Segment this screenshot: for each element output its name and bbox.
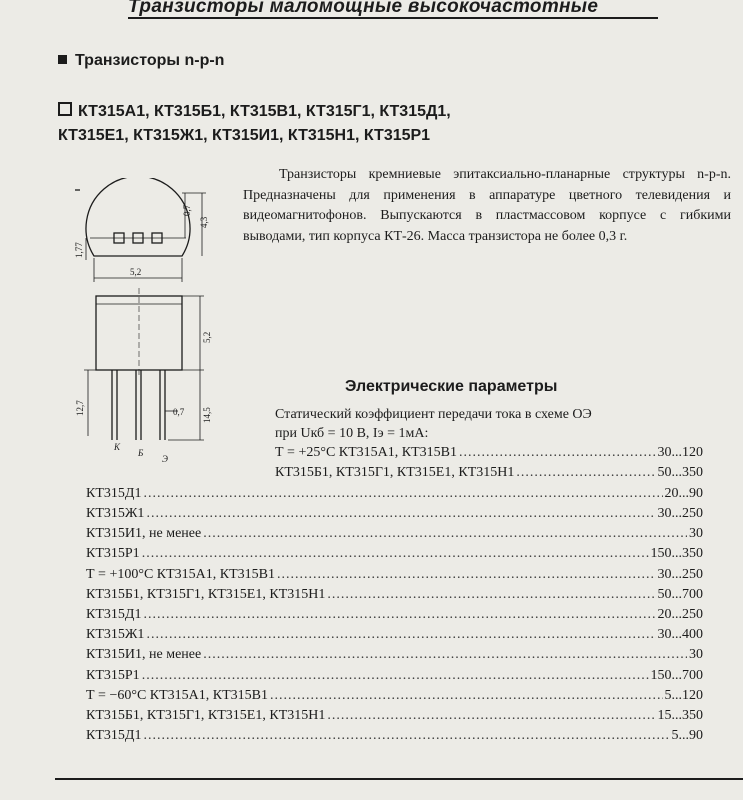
param-value: 15...350 (657, 708, 703, 723)
dim-label-4-3: 4,3 (199, 216, 209, 228)
square-bullet-icon (58, 55, 67, 64)
param-value: 50...350 (657, 465, 703, 480)
leader-dots (270, 686, 662, 705)
param-label: КТ315Д1 (86, 486, 142, 501)
param-value: 30 (689, 647, 703, 662)
param-row (86, 484, 703, 503)
param-value: 30...120 (657, 445, 703, 460)
leader-dots (142, 544, 649, 563)
param-row (86, 645, 703, 664)
leader-dots (143, 484, 662, 503)
checkbox-square-icon (58, 102, 72, 116)
bottom-divider (55, 778, 743, 780)
param-label: КТ315Р1 (86, 668, 140, 683)
leader-dots (142, 666, 649, 685)
param-label: КТ315Ж1 (86, 627, 145, 642)
param-row (86, 726, 703, 745)
param-row (275, 443, 703, 462)
param-label: КТ315Б1, КТ315Г1, КТ315Е1, КТ315Н1 (86, 708, 326, 723)
dim-label-0-7: 0,7 (182, 204, 192, 216)
param-label: Т = −60°С КТ315А1, КТ315В1 (86, 688, 269, 703)
param-row (86, 666, 703, 685)
param-row (86, 625, 703, 644)
pin-label-k: К (114, 442, 120, 452)
leader-dots (143, 726, 669, 745)
leader-dots (203, 645, 687, 664)
section-heading (58, 52, 224, 70)
param-label: КТ315И1, не менее (86, 647, 202, 662)
dim-label-5-2-side: 5,2 (202, 331, 212, 343)
page-header-title: Транзисторы маломощные высокочастотные (128, 0, 599, 17)
leader-dots (203, 524, 687, 543)
header-underline (128, 17, 658, 19)
param-value: 20...90 (664, 486, 703, 501)
leader-dots (327, 706, 655, 725)
pin-label-e: Э (162, 454, 168, 464)
leader-dots (327, 585, 655, 604)
leader-dots (277, 565, 655, 584)
model-list-line-2: КТ315Е1, КТ315Ж1, КТ315И1, КТ315Н1, КТ315Р1 (58, 127, 431, 144)
model-list-text-1: КТ315А1, КТ315Б1, КТ315В1, КТ315Г1, КТ315Д1, (78, 103, 451, 120)
param-label: КТ315Б1, КТ315Г1, КТ315Е1, КТ315Н1 (275, 465, 515, 480)
leader-dots (143, 605, 655, 624)
electrical-intro-line-1: Статический коэффициент передачи тока в схеме ОЭ (275, 407, 592, 422)
param-row (86, 585, 703, 604)
param-value: 30...400 (657, 627, 703, 642)
param-row (86, 686, 703, 705)
param-value: 30...250 (657, 567, 703, 582)
leader-dots (146, 504, 655, 523)
dim-label-14-5: 14,5 (202, 407, 212, 423)
param-value: 50...700 (657, 587, 703, 602)
param-label: КТ315Д1 (86, 607, 142, 622)
param-label: КТ315И1, не менее (86, 526, 202, 541)
param-value: 30 (689, 526, 703, 541)
param-label: КТ315Д1 (86, 728, 142, 743)
leader-dots (459, 443, 655, 462)
leader-dots (516, 463, 655, 482)
param-row (86, 706, 703, 725)
model-list-line-1 (58, 100, 451, 124)
param-label: КТ315Ж1 (86, 506, 145, 521)
package-top-view (86, 178, 190, 256)
electrical-params-title: Электрические параметры (345, 378, 558, 395)
param-value: 5...120 (664, 688, 703, 703)
dim-label-5-2-top: 5,2 (130, 267, 142, 277)
param-row (86, 524, 703, 543)
leader-dots (146, 625, 655, 644)
model-list (58, 100, 451, 148)
section-heading-text: Транзисторы n-p-n (75, 52, 225, 69)
dim-label-12-7: 12,7 (75, 400, 85, 416)
param-value: 150...700 (650, 668, 703, 683)
dim-label-1-77: 1,77 (74, 242, 84, 258)
dim-label-lead-0-7: 0,7 (173, 407, 185, 417)
param-row (86, 504, 703, 523)
description-paragraph: Транзисторы кремниевые эпитаксиально-планарные структуры n-p-n. Предназначены для применения в аппаратуре цветного телевидения и видеомагнитофонов. Выпускаются в пластмассовом корпусе с гибкими выводами, тип корпуса КТ-26. Масса транзистора не более 0,3 г. (243, 167, 731, 244)
param-value: 30...250 (657, 506, 703, 521)
pin-label-b: Б (138, 448, 144, 458)
param-row (86, 605, 703, 624)
param-row (86, 544, 703, 563)
param-value: 5...90 (671, 728, 703, 743)
param-label: КТ315Б1, КТ315Г1, КТ315Е1, КТ315Н1 (86, 587, 326, 602)
param-label: Т = +25°С КТ315А1, КТ315В1 (275, 445, 458, 460)
param-value: 20...250 (657, 607, 703, 622)
electrical-intro-line-2: при Uкб = 10 В, Iэ = 1мА: (275, 426, 429, 441)
param-row (275, 463, 703, 482)
electrical-intro (275, 405, 592, 443)
param-row (86, 565, 703, 584)
transistor-package-drawing (60, 178, 245, 468)
param-value: 150...350 (650, 546, 703, 561)
param-label: КТ315Р1 (86, 546, 140, 561)
param-label: Т = +100°С КТ315А1, КТ315В1 (86, 567, 276, 582)
